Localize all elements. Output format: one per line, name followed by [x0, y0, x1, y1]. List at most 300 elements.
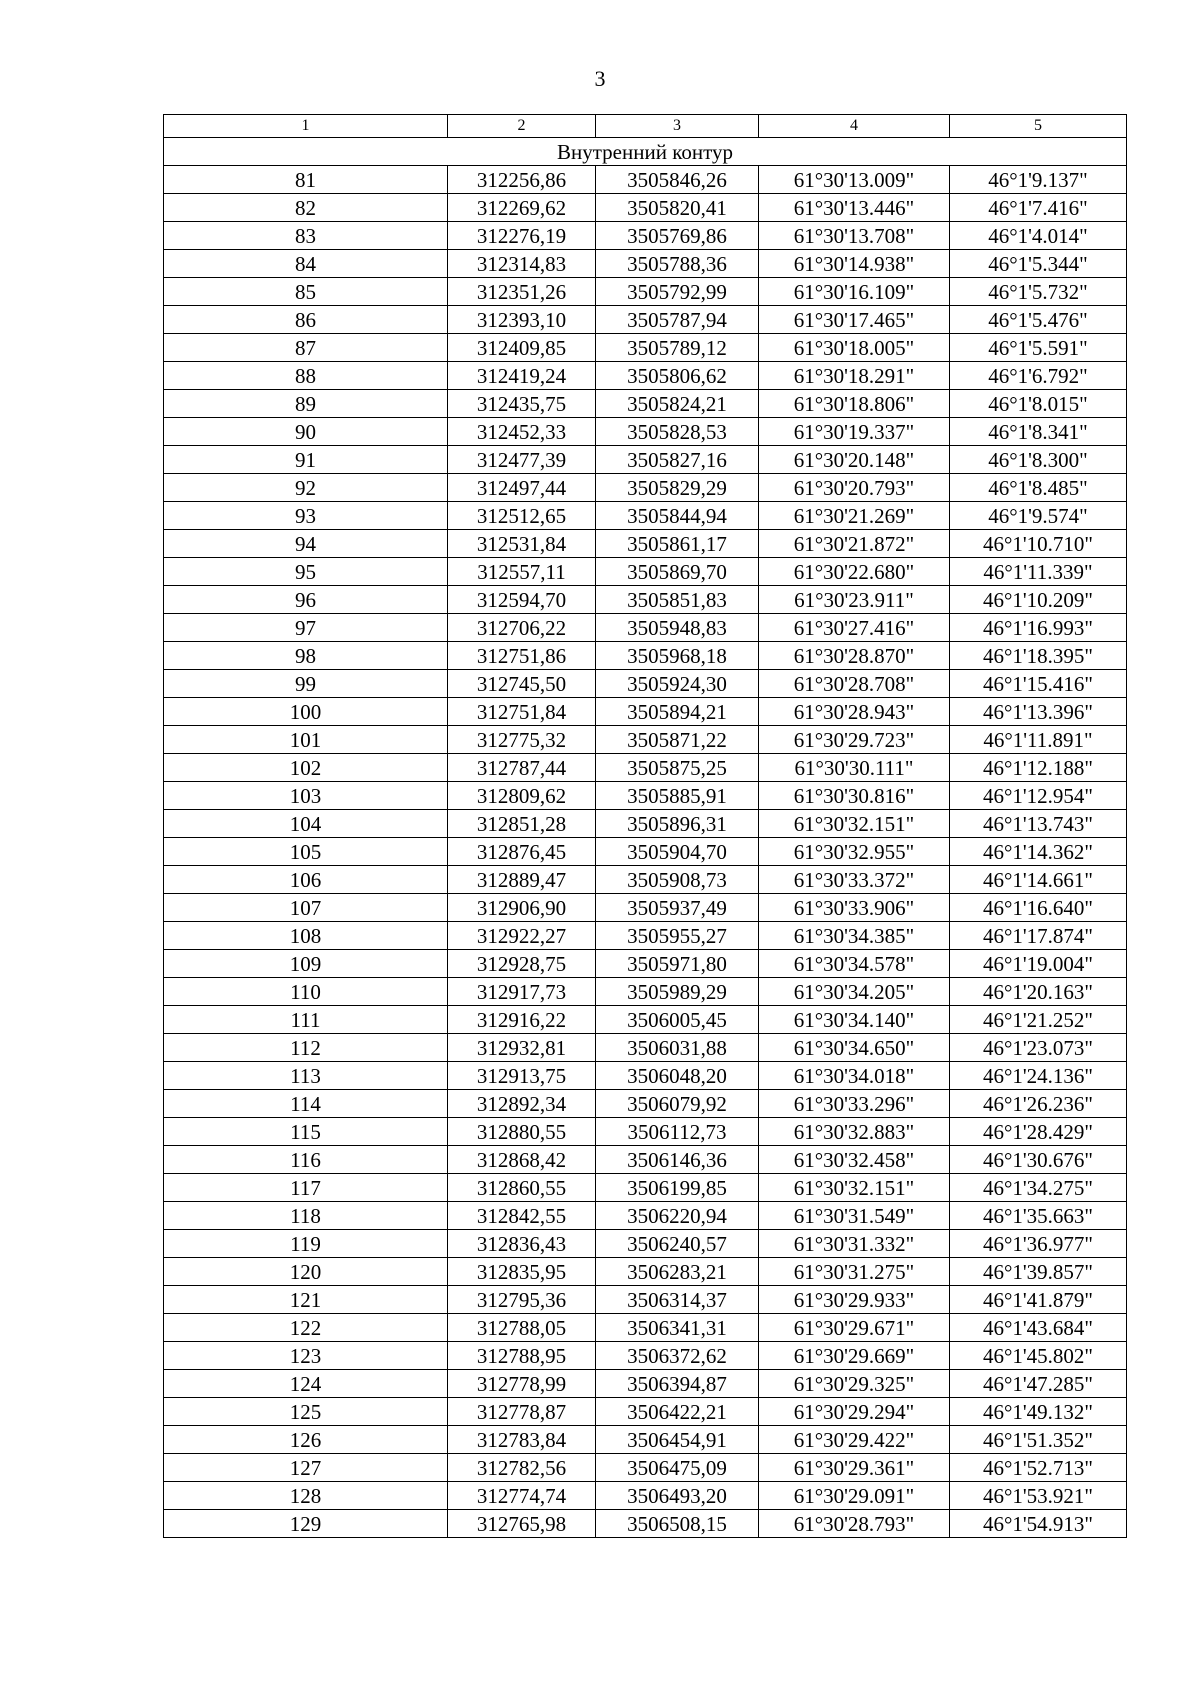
point-number-cell: 112	[164, 1034, 448, 1062]
longitude-cell: 46°1'5.732"	[950, 278, 1127, 306]
table-row	[164, 782, 1127, 810]
x-coordinate-cell: 312419,24	[448, 362, 596, 390]
longitude-cell: 46°1'17.874"	[950, 922, 1127, 950]
y-coordinate-cell: 3506454,91	[596, 1426, 759, 1454]
table-row	[164, 1090, 1127, 1118]
table-row	[164, 1146, 1127, 1174]
x-coordinate-cell: 312788,05	[448, 1314, 596, 1342]
point-number-cell: 95	[164, 558, 448, 586]
table-row	[164, 1202, 1127, 1230]
longitude-cell: 46°1'34.275"	[950, 1174, 1127, 1202]
latitude-cell: 61°30'21.872"	[759, 530, 950, 558]
table-row	[164, 978, 1127, 1006]
latitude-cell: 61°30'14.938"	[759, 250, 950, 278]
latitude-cell: 61°30'32.955"	[759, 838, 950, 866]
y-coordinate-cell: 3506112,73	[596, 1118, 759, 1146]
x-coordinate-cell: 312876,45	[448, 838, 596, 866]
y-coordinate-cell: 3505824,21	[596, 390, 759, 418]
point-number-cell: 98	[164, 642, 448, 670]
x-coordinate-cell: 312787,44	[448, 754, 596, 782]
point-number-cell: 99	[164, 670, 448, 698]
point-number-cell: 117	[164, 1174, 448, 1202]
point-number-cell: 109	[164, 950, 448, 978]
x-coordinate-cell: 312751,86	[448, 642, 596, 670]
point-number-cell: 129	[164, 1510, 448, 1538]
longitude-cell: 46°1'28.429"	[950, 1118, 1127, 1146]
latitude-cell: 61°30'29.294"	[759, 1398, 950, 1426]
table-row	[164, 894, 1127, 922]
point-number-cell: 110	[164, 978, 448, 1006]
table-row	[164, 194, 1127, 222]
longitude-cell: 46°1'20.163"	[950, 978, 1127, 1006]
latitude-cell: 61°30'32.883"	[759, 1118, 950, 1146]
y-coordinate-cell: 3506422,21	[596, 1398, 759, 1426]
latitude-cell: 61°30'22.680"	[759, 558, 950, 586]
latitude-cell: 61°30'34.650"	[759, 1034, 950, 1062]
point-number-cell: 108	[164, 922, 448, 950]
latitude-cell: 61°30'34.578"	[759, 950, 950, 978]
longitude-cell: 46°1'52.713"	[950, 1454, 1127, 1482]
section-title: Внутренний контур	[164, 138, 1127, 166]
longitude-cell: 46°1'16.640"	[950, 894, 1127, 922]
x-coordinate-cell: 312795,36	[448, 1286, 596, 1314]
x-coordinate-cell: 312435,75	[448, 390, 596, 418]
x-coordinate-cell: 312916,22	[448, 1006, 596, 1034]
x-coordinate-cell: 312778,87	[448, 1398, 596, 1426]
x-coordinate-cell: 312594,70	[448, 586, 596, 614]
y-coordinate-cell: 3506475,09	[596, 1454, 759, 1482]
y-coordinate-cell: 3505989,29	[596, 978, 759, 1006]
x-coordinate-cell: 312932,81	[448, 1034, 596, 1062]
table-row	[164, 222, 1127, 250]
x-coordinate-cell: 312477,39	[448, 446, 596, 474]
table-row	[164, 1510, 1127, 1538]
point-number-cell: 128	[164, 1482, 448, 1510]
y-coordinate-cell: 3505885,91	[596, 782, 759, 810]
latitude-cell: 61°30'33.372"	[759, 866, 950, 894]
longitude-cell: 46°1'30.676"	[950, 1146, 1127, 1174]
longitude-cell: 46°1'12.188"	[950, 754, 1127, 782]
table-row	[164, 1454, 1127, 1482]
x-coordinate-cell: 312889,47	[448, 866, 596, 894]
longitude-cell: 46°1'8.300"	[950, 446, 1127, 474]
latitude-cell: 61°30'34.205"	[759, 978, 950, 1006]
table-row	[164, 1342, 1127, 1370]
latitude-cell: 61°30'29.671"	[759, 1314, 950, 1342]
table-row	[164, 1118, 1127, 1146]
y-coordinate-cell: 3505846,26	[596, 166, 759, 194]
x-coordinate-cell: 312788,95	[448, 1342, 596, 1370]
table-row	[164, 166, 1127, 194]
point-number-cell: 91	[164, 446, 448, 474]
longitude-cell: 46°1'16.993"	[950, 614, 1127, 642]
column-number-cell: 2	[448, 115, 596, 138]
longitude-cell: 46°1'35.663"	[950, 1202, 1127, 1230]
y-coordinate-cell: 3506283,21	[596, 1258, 759, 1286]
x-coordinate-cell: 312778,99	[448, 1370, 596, 1398]
table-row	[164, 1314, 1127, 1342]
table-row	[164, 446, 1127, 474]
longitude-cell: 46°1'13.743"	[950, 810, 1127, 838]
y-coordinate-cell: 3505828,53	[596, 418, 759, 446]
x-coordinate-cell: 312512,65	[448, 502, 596, 530]
table-row	[164, 838, 1127, 866]
table-row	[164, 1230, 1127, 1258]
point-number-cell: 102	[164, 754, 448, 782]
point-number-cell: 106	[164, 866, 448, 894]
y-coordinate-cell: 3505875,25	[596, 754, 759, 782]
longitude-cell: 46°1'10.710"	[950, 530, 1127, 558]
longitude-cell: 46°1'9.574"	[950, 502, 1127, 530]
y-coordinate-cell: 3506220,94	[596, 1202, 759, 1230]
table-row	[164, 1034, 1127, 1062]
latitude-cell: 61°30'32.151"	[759, 1174, 950, 1202]
latitude-cell: 61°30'28.793"	[759, 1510, 950, 1538]
latitude-cell: 61°30'32.458"	[759, 1146, 950, 1174]
y-coordinate-cell: 3505788,36	[596, 250, 759, 278]
y-coordinate-cell: 3505827,16	[596, 446, 759, 474]
x-coordinate-cell: 312868,42	[448, 1146, 596, 1174]
point-number-cell: 118	[164, 1202, 448, 1230]
point-number-cell: 97	[164, 614, 448, 642]
point-number-cell: 90	[164, 418, 448, 446]
table-row	[164, 642, 1127, 670]
longitude-cell: 46°1'53.921"	[950, 1482, 1127, 1510]
longitude-cell: 46°1'26.236"	[950, 1090, 1127, 1118]
table-row	[164, 278, 1127, 306]
latitude-cell: 61°30'28.708"	[759, 670, 950, 698]
x-coordinate-cell: 312256,86	[448, 166, 596, 194]
table-row	[164, 810, 1127, 838]
latitude-cell: 61°30'29.361"	[759, 1454, 950, 1482]
longitude-cell: 46°1'54.913"	[950, 1510, 1127, 1538]
y-coordinate-cell: 3505844,94	[596, 502, 759, 530]
longitude-cell: 46°1'47.285"	[950, 1370, 1127, 1398]
point-number-cell: 104	[164, 810, 448, 838]
longitude-cell: 46°1'14.362"	[950, 838, 1127, 866]
x-coordinate-cell: 312765,98	[448, 1510, 596, 1538]
point-number-cell: 84	[164, 250, 448, 278]
table-row	[164, 1286, 1127, 1314]
table-row	[164, 754, 1127, 782]
table-row	[164, 306, 1127, 334]
longitude-cell: 46°1'4.014"	[950, 222, 1127, 250]
point-number-cell: 122	[164, 1314, 448, 1342]
y-coordinate-cell: 3505971,80	[596, 950, 759, 978]
x-coordinate-cell: 312393,10	[448, 306, 596, 334]
column-number-cell: 1	[164, 115, 448, 138]
point-number-cell: 100	[164, 698, 448, 726]
x-coordinate-cell: 312497,44	[448, 474, 596, 502]
y-coordinate-cell: 3506508,15	[596, 1510, 759, 1538]
longitude-cell: 46°1'11.339"	[950, 558, 1127, 586]
longitude-cell: 46°1'9.137"	[950, 166, 1127, 194]
table-row	[164, 726, 1127, 754]
x-coordinate-cell: 312928,75	[448, 950, 596, 978]
y-coordinate-cell: 3505789,12	[596, 334, 759, 362]
latitude-cell: 61°30'20.793"	[759, 474, 950, 502]
table-row	[164, 1370, 1127, 1398]
y-coordinate-cell: 3505871,22	[596, 726, 759, 754]
y-coordinate-cell: 3506314,37	[596, 1286, 759, 1314]
y-coordinate-cell: 3505806,62	[596, 362, 759, 390]
x-coordinate-cell: 312880,55	[448, 1118, 596, 1146]
y-coordinate-cell: 3506005,45	[596, 1006, 759, 1034]
latitude-cell: 61°30'31.275"	[759, 1258, 950, 1286]
point-number-cell: 96	[164, 586, 448, 614]
table-row	[164, 1174, 1127, 1202]
latitude-cell: 61°30'19.337"	[759, 418, 950, 446]
table-row	[164, 1062, 1127, 1090]
table-row	[164, 474, 1127, 502]
latitude-cell: 61°30'30.111"	[759, 754, 950, 782]
x-coordinate-cell: 312409,85	[448, 334, 596, 362]
section-title-row	[164, 138, 1127, 166]
point-number-cell: 86	[164, 306, 448, 334]
point-number-cell: 111	[164, 1006, 448, 1034]
latitude-cell: 61°30'34.018"	[759, 1062, 950, 1090]
table-row	[164, 670, 1127, 698]
point-number-cell: 127	[164, 1454, 448, 1482]
longitude-cell: 46°1'24.136"	[950, 1062, 1127, 1090]
longitude-cell: 46°1'18.395"	[950, 642, 1127, 670]
longitude-cell: 46°1'14.661"	[950, 866, 1127, 894]
x-coordinate-cell: 312269,62	[448, 194, 596, 222]
x-coordinate-cell: 312809,62	[448, 782, 596, 810]
longitude-cell: 46°1'21.252"	[950, 1006, 1127, 1034]
table-row	[164, 950, 1127, 978]
table-row	[164, 1258, 1127, 1286]
column-number-row	[164, 115, 1127, 138]
longitude-cell: 46°1'45.802"	[950, 1342, 1127, 1370]
y-coordinate-cell: 3505829,29	[596, 474, 759, 502]
coordinates-table-body	[164, 115, 1127, 1538]
point-number-cell: 116	[164, 1146, 448, 1174]
longitude-cell: 46°1'13.396"	[950, 698, 1127, 726]
point-number-cell: 119	[164, 1230, 448, 1258]
point-number-cell: 107	[164, 894, 448, 922]
longitude-cell: 46°1'8.015"	[950, 390, 1127, 418]
table-row	[164, 586, 1127, 614]
x-coordinate-cell: 312706,22	[448, 614, 596, 642]
x-coordinate-cell: 312745,50	[448, 670, 596, 698]
point-number-cell: 124	[164, 1370, 448, 1398]
latitude-cell: 61°30'13.009"	[759, 166, 950, 194]
y-coordinate-cell: 3505896,31	[596, 810, 759, 838]
x-coordinate-cell: 312842,55	[448, 1202, 596, 1230]
longitude-cell: 46°1'6.792"	[950, 362, 1127, 390]
column-number-cell: 3	[596, 115, 759, 138]
y-coordinate-cell: 3505968,18	[596, 642, 759, 670]
y-coordinate-cell: 3505792,99	[596, 278, 759, 306]
table-row	[164, 922, 1127, 950]
x-coordinate-cell: 312917,73	[448, 978, 596, 1006]
table-row	[164, 614, 1127, 642]
point-number-cell: 87	[164, 334, 448, 362]
point-number-cell: 125	[164, 1398, 448, 1426]
x-coordinate-cell: 312906,90	[448, 894, 596, 922]
point-number-cell: 81	[164, 166, 448, 194]
y-coordinate-cell: 3505851,83	[596, 586, 759, 614]
y-coordinate-cell: 3505908,73	[596, 866, 759, 894]
x-coordinate-cell: 312531,84	[448, 530, 596, 558]
table-row	[164, 866, 1127, 894]
latitude-cell: 61°30'33.296"	[759, 1090, 950, 1118]
longitude-cell: 46°1'8.485"	[950, 474, 1127, 502]
longitude-cell: 46°1'41.879"	[950, 1286, 1127, 1314]
point-number-cell: 120	[164, 1258, 448, 1286]
latitude-cell: 61°30'33.906"	[759, 894, 950, 922]
table-row	[164, 502, 1127, 530]
y-coordinate-cell: 3505787,94	[596, 306, 759, 334]
table-row	[164, 530, 1127, 558]
page-number: 3	[594, 66, 606, 91]
latitude-cell: 61°30'29.091"	[759, 1482, 950, 1510]
latitude-cell: 61°30'32.151"	[759, 810, 950, 838]
y-coordinate-cell: 3505894,21	[596, 698, 759, 726]
x-coordinate-cell: 312783,84	[448, 1426, 596, 1454]
latitude-cell: 61°30'17.465"	[759, 306, 950, 334]
point-number-cell: 92	[164, 474, 448, 502]
latitude-cell: 61°30'29.422"	[759, 1426, 950, 1454]
y-coordinate-cell: 3505861,17	[596, 530, 759, 558]
longitude-cell: 46°1'36.977"	[950, 1230, 1127, 1258]
x-coordinate-cell: 312751,84	[448, 698, 596, 726]
y-coordinate-cell: 3505904,70	[596, 838, 759, 866]
y-coordinate-cell: 3505955,27	[596, 922, 759, 950]
y-coordinate-cell: 3506372,62	[596, 1342, 759, 1370]
x-coordinate-cell: 312774,74	[448, 1482, 596, 1510]
column-number-cell: 5	[950, 115, 1127, 138]
latitude-cell: 61°30'34.385"	[759, 922, 950, 950]
longitude-cell: 46°1'15.416"	[950, 670, 1127, 698]
x-coordinate-cell: 312782,56	[448, 1454, 596, 1482]
latitude-cell: 61°30'31.332"	[759, 1230, 950, 1258]
latitude-cell: 61°30'16.109"	[759, 278, 950, 306]
x-coordinate-cell: 312351,26	[448, 278, 596, 306]
y-coordinate-cell: 3506199,85	[596, 1174, 759, 1202]
table-row	[164, 1426, 1127, 1454]
table-row	[164, 390, 1127, 418]
y-coordinate-cell: 3506493,20	[596, 1482, 759, 1510]
x-coordinate-cell: 312276,19	[448, 222, 596, 250]
x-coordinate-cell: 312835,95	[448, 1258, 596, 1286]
latitude-cell: 61°30'13.446"	[759, 194, 950, 222]
point-number-cell: 93	[164, 502, 448, 530]
longitude-cell: 46°1'23.073"	[950, 1034, 1127, 1062]
y-coordinate-cell: 3506031,88	[596, 1034, 759, 1062]
table-row	[164, 250, 1127, 278]
x-coordinate-cell: 312922,27	[448, 922, 596, 950]
y-coordinate-cell: 3506240,57	[596, 1230, 759, 1258]
y-coordinate-cell: 3506394,87	[596, 1370, 759, 1398]
longitude-cell: 46°1'49.132"	[950, 1398, 1127, 1426]
latitude-cell: 61°30'23.911"	[759, 586, 950, 614]
y-coordinate-cell: 3505924,30	[596, 670, 759, 698]
longitude-cell: 46°1'51.352"	[950, 1426, 1127, 1454]
longitude-cell: 46°1'5.476"	[950, 306, 1127, 334]
latitude-cell: 61°30'29.669"	[759, 1342, 950, 1370]
latitude-cell: 61°30'20.148"	[759, 446, 950, 474]
y-coordinate-cell: 3505937,49	[596, 894, 759, 922]
point-number-cell: 85	[164, 278, 448, 306]
longitude-cell: 46°1'5.344"	[950, 250, 1127, 278]
longitude-cell: 46°1'5.591"	[950, 334, 1127, 362]
latitude-cell: 61°30'29.933"	[759, 1286, 950, 1314]
y-coordinate-cell: 3505820,41	[596, 194, 759, 222]
point-number-cell: 83	[164, 222, 448, 250]
latitude-cell: 61°30'31.549"	[759, 1202, 950, 1230]
point-number-cell: 123	[164, 1342, 448, 1370]
point-number-cell: 89	[164, 390, 448, 418]
latitude-cell: 61°30'18.005"	[759, 334, 950, 362]
table-row	[164, 558, 1127, 586]
y-coordinate-cell: 3505769,86	[596, 222, 759, 250]
y-coordinate-cell: 3506079,92	[596, 1090, 759, 1118]
point-number-cell: 105	[164, 838, 448, 866]
point-number-cell: 113	[164, 1062, 448, 1090]
table-row	[164, 362, 1127, 390]
latitude-cell: 61°30'21.269"	[759, 502, 950, 530]
longitude-cell: 46°1'8.341"	[950, 418, 1127, 446]
longitude-cell: 46°1'43.684"	[950, 1314, 1127, 1342]
point-number-cell: 114	[164, 1090, 448, 1118]
y-coordinate-cell: 3506146,36	[596, 1146, 759, 1174]
x-coordinate-cell: 312913,75	[448, 1062, 596, 1090]
longitude-cell: 46°1'19.004"	[950, 950, 1127, 978]
x-coordinate-cell: 312836,43	[448, 1230, 596, 1258]
longitude-cell: 46°1'12.954"	[950, 782, 1127, 810]
x-coordinate-cell: 312452,33	[448, 418, 596, 446]
latitude-cell: 61°30'18.291"	[759, 362, 950, 390]
table-row	[164, 1006, 1127, 1034]
x-coordinate-cell: 312314,83	[448, 250, 596, 278]
table-row	[164, 334, 1127, 362]
longitude-cell: 46°1'11.891"	[950, 726, 1127, 754]
x-coordinate-cell: 312851,28	[448, 810, 596, 838]
longitude-cell: 46°1'7.416"	[950, 194, 1127, 222]
table-row	[164, 1398, 1127, 1426]
x-coordinate-cell: 312775,32	[448, 726, 596, 754]
y-coordinate-cell: 3506048,20	[596, 1062, 759, 1090]
point-number-cell: 103	[164, 782, 448, 810]
longitude-cell: 46°1'39.857"	[950, 1258, 1127, 1286]
table-row	[164, 1482, 1127, 1510]
x-coordinate-cell: 312557,11	[448, 558, 596, 586]
y-coordinate-cell: 3505948,83	[596, 614, 759, 642]
table-row	[164, 418, 1127, 446]
coordinates-table	[163, 114, 1127, 1538]
latitude-cell: 61°30'34.140"	[759, 1006, 950, 1034]
point-number-cell: 88	[164, 362, 448, 390]
longitude-cell: 46°1'10.209"	[950, 586, 1127, 614]
y-coordinate-cell: 3506341,31	[596, 1314, 759, 1342]
latitude-cell: 61°30'18.806"	[759, 390, 950, 418]
latitude-cell: 61°30'28.943"	[759, 698, 950, 726]
x-coordinate-cell: 312860,55	[448, 1174, 596, 1202]
point-number-cell: 101	[164, 726, 448, 754]
table-row	[164, 698, 1127, 726]
y-coordinate-cell: 3505869,70	[596, 558, 759, 586]
point-number-cell: 94	[164, 530, 448, 558]
latitude-cell: 61°30'30.816"	[759, 782, 950, 810]
x-coordinate-cell: 312892,34	[448, 1090, 596, 1118]
point-number-cell: 115	[164, 1118, 448, 1146]
latitude-cell: 61°30'28.870"	[759, 642, 950, 670]
latitude-cell: 61°30'13.708"	[759, 222, 950, 250]
column-number-cell: 4	[759, 115, 950, 138]
latitude-cell: 61°30'29.325"	[759, 1370, 950, 1398]
